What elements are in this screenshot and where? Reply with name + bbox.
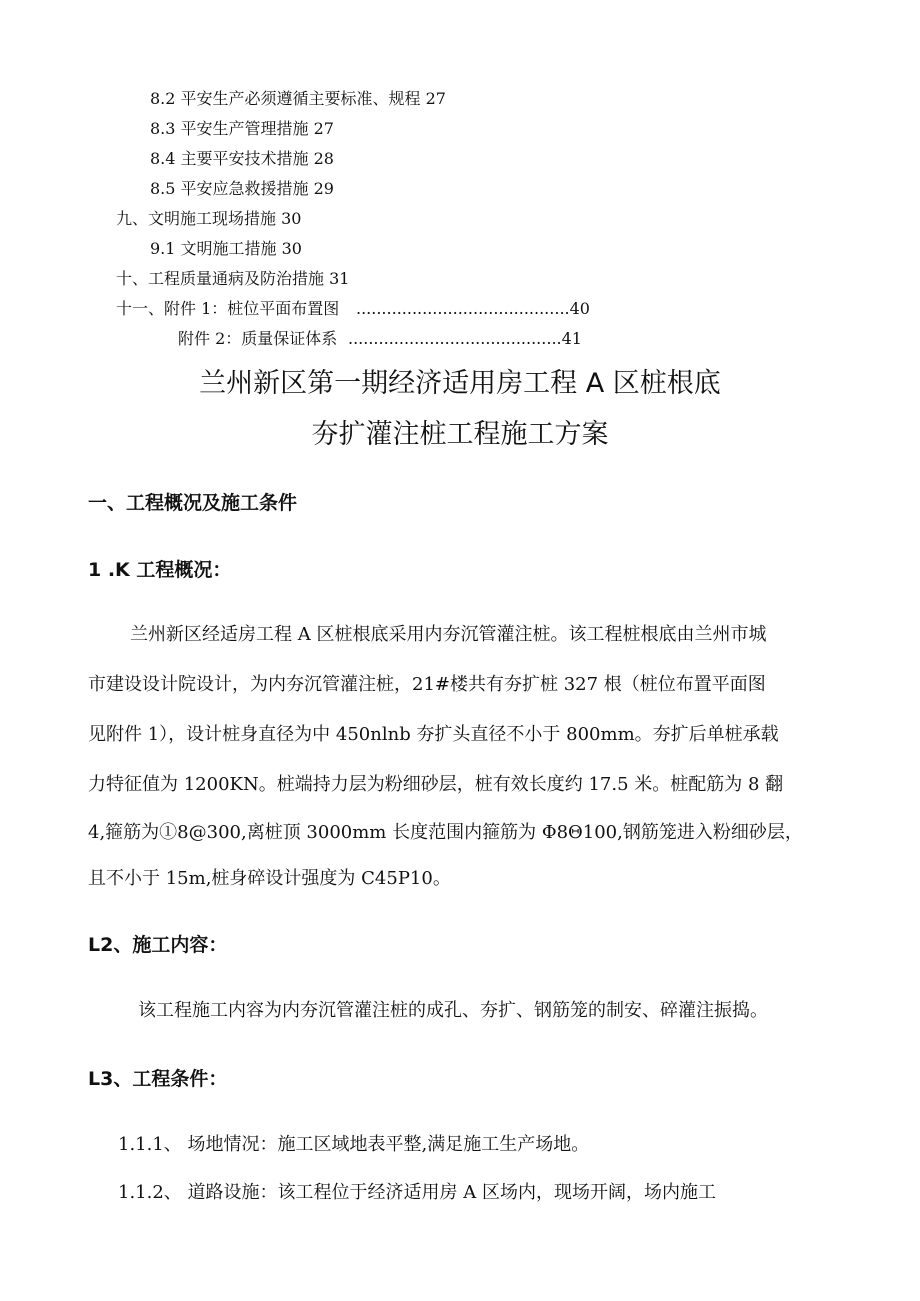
toc-leader: ..........................................41 xyxy=(348,329,582,348)
toc-item: 十一、附件 1：桩位平面布置图 xyxy=(116,299,340,318)
subsection-heading: L2、施工内容： xyxy=(88,934,228,956)
paragraph-line: 见附件 1），设计桩身直径为中 450nlnb 夯扩头直径不小于 800mm。夯扩后单桩承载 xyxy=(88,724,779,745)
toc-leader: ..........................................40 xyxy=(356,299,590,318)
toc-item: 十、工程质量通病及防治措施 31 xyxy=(116,269,350,288)
section-heading: 一、工程概况及施工条件 xyxy=(88,492,298,514)
toc-item: 8.2 平安生产必须遵循主要标准、规程 27 xyxy=(150,89,446,108)
document-title-line-1: 兰州新区第一期经济适用房工程 A 区桩根底 xyxy=(199,368,721,399)
toc-item: 九、文明施工现场措施 30 xyxy=(116,209,302,228)
toc-item: 附件 2：质量保证体系 xyxy=(178,329,338,348)
paragraph-line: 4,箍筋为①8@300,离桩顶 3000mm 长度范围内箍筋为 Φ8Θ100,钢筋笼进入粉细砂层， xyxy=(88,822,803,843)
toc-item: 8.4 主要平安技术措施 28 xyxy=(150,149,334,168)
subsection-heading: L3、工程条件： xyxy=(88,1068,228,1090)
toc-item: 9.1 文明施工措施 30 xyxy=(150,239,302,258)
condition-item: 1.1.1、 场地情况：施工区域地表平整,满足施工生产场地。 xyxy=(118,1134,590,1155)
condition-item: 1.1.2、 道路设施：该工程位于经济适用房 A 区场内，现场开阔，场内施工 xyxy=(118,1182,716,1203)
toc-item: 8.5 平安应急救援措施 29 xyxy=(150,179,334,198)
subsection-heading: 1 .K 工程概况： xyxy=(88,559,232,581)
paragraph-line: 市建设设计院设计，为内夯沉管灌注桩，21#楼共有夯扩桩 327 根（桩位布置平面图 xyxy=(88,674,766,695)
paragraph-line: 且不小于 15m,桩身碎设计强度为 C45P10。 xyxy=(88,868,451,889)
toc-item: 8.3 平安生产管理措施 27 xyxy=(150,119,334,138)
document-title-line-2: 夯扩灌注桩工程施工方案 xyxy=(311,419,609,450)
paragraph-line: 力特征值为 1200KN。桩端持力层为粉细砂层，桩有效长度约 17.5 米。桩配筋为 8 翻 xyxy=(88,774,784,795)
construction-content-paragraph: 该工程施工内容为内夯沉管灌注桩的成孔、夯扩、钢筋笼的制安、碎灌注振捣。 xyxy=(138,1000,768,1021)
paragraph-line: 兰州新区经适房工程 A 区桩根底采用内夯沉管灌注桩。该工程桩根底由兰州市城 xyxy=(130,624,767,645)
